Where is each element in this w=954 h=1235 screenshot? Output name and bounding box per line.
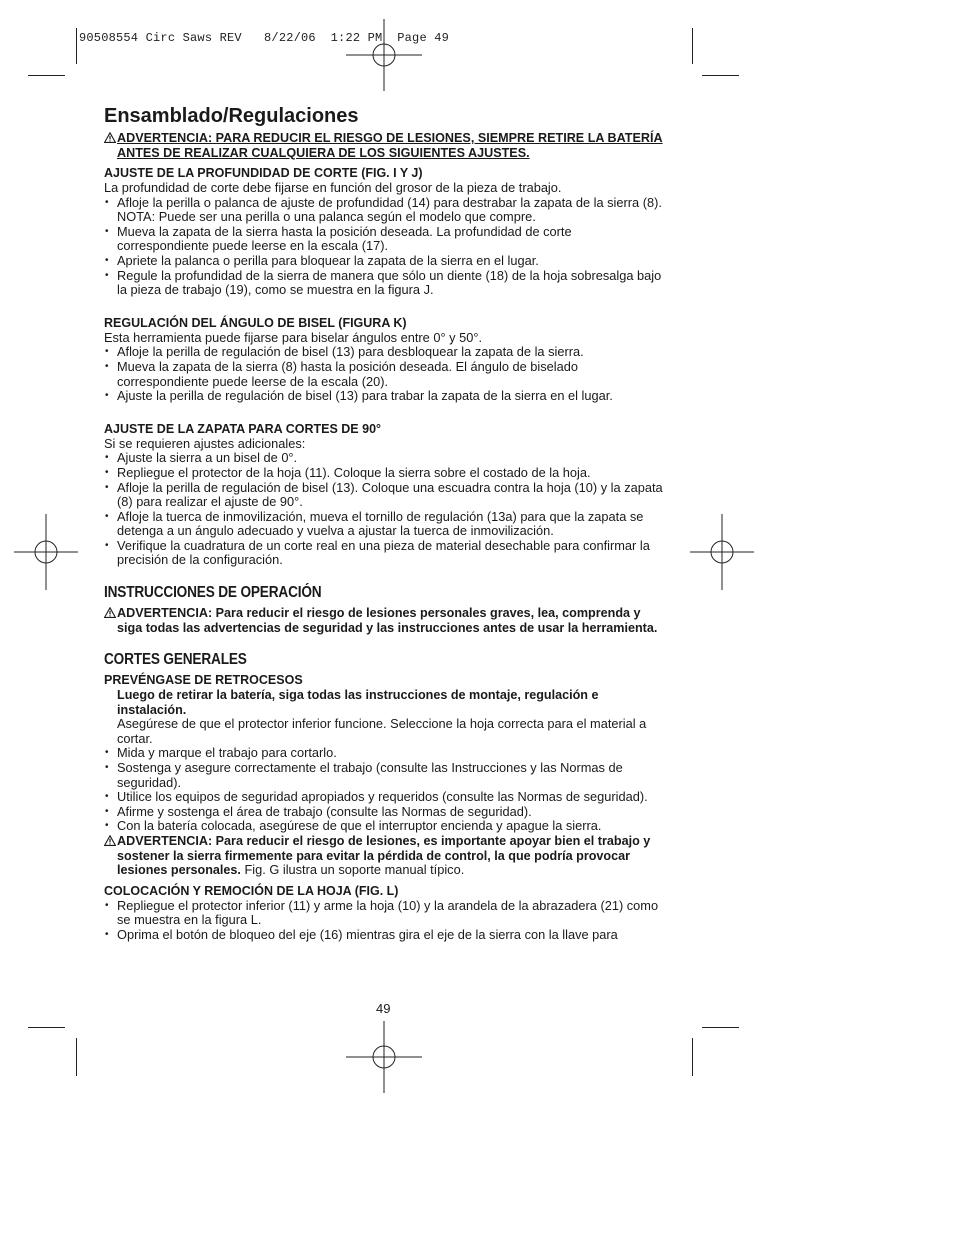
crop-mark bbox=[76, 28, 77, 64]
operation-heading: INSTRUCCIONES DE OPERACIÓN bbox=[104, 584, 322, 602]
support-warning bbox=[104, 834, 666, 878]
kickback-heading: PREVÉNGASE DE RETROCESOS bbox=[104, 673, 303, 688]
registration-mark-icon bbox=[690, 514, 754, 590]
list-item: • Oprima el botón de bloqueo del eje (16) mientras gira el eje de la sierra con la llave para bbox=[104, 928, 666, 943]
list-item: • Repliegue el protector de la hoja (11). Coloque la sierra sobre el costado de la hoja. bbox=[104, 466, 666, 481]
blade-heading: COLOCACIÓN Y REMOCIÓN DE LA HOJA (FIG. L) bbox=[104, 883, 399, 898]
crop-mark bbox=[28, 75, 65, 76]
page-number: 49 bbox=[376, 1001, 391, 1016]
list-item: • Afloje la perilla de regulación de bisel (13) para desbloquear la zapata de la sierra. bbox=[104, 345, 666, 360]
crop-mark bbox=[702, 75, 739, 76]
general-heading: CORTES GENERALES bbox=[104, 651, 247, 669]
printer-slug: 90508554 Circ Saws REV 8/22/06 1:22 PM Page 49 bbox=[79, 31, 450, 45]
warning-main-text: ADVERTENCIA: PARA REDUCIR EL RIESGO DE LESIONES, SIEMPRE RETIRE LA BATERÍA ANTES DE REALIZAR CUALQUIERA DE LOS SIGUIENTES AJUSTES. bbox=[117, 131, 663, 160]
bevel-heading: REGULACIÓN DEL ÁNGULO DE BISEL (FIGURA K) bbox=[104, 315, 407, 330]
kickback-para: Asegúrese de que el protector inferior funcione. Seleccione la hoja correcta para el material a cortar. bbox=[117, 716, 647, 746]
warning-triangle-icon bbox=[104, 132, 116, 143]
blade-list bbox=[104, 899, 666, 943]
registration-mark-icon bbox=[346, 19, 422, 91]
shoe-intro: Si se requieren ajustes adicionales: bbox=[104, 435, 306, 451]
bevel-list bbox=[104, 345, 666, 403]
depth-heading: AJUSTE DE LA PROFUNDIDAD DE CORTE (FIG. I Y J) bbox=[104, 166, 423, 180]
bevel-intro: Esta herramienta puede fijarse para biselar ángulos entre 0° y 50°. bbox=[104, 329, 483, 345]
operation-warning-text: ADVERTENCIA: Para reducir el riesgo de lesiones personales graves, lea, comprenda y siga todas las advertencias de seguridad y las instrucciones antes de usar la herramienta. bbox=[117, 606, 658, 635]
crop-mark bbox=[692, 28, 693, 64]
list-item: • Repliegue el protector inferior (11) y arme la hoja (10) y la arandela de la abrazadera (21) como se muestra en la figura L. bbox=[104, 899, 666, 928]
crop-mark bbox=[702, 1027, 739, 1028]
kickback-bold-para: Luego de retirar la batería, siga todas las instrucciones de montaje, regulación e instalación. bbox=[117, 688, 599, 717]
list-item: • Afirme y sostenga el área de trabajo (consulte las Normas de seguridad). bbox=[104, 805, 666, 820]
list-item: • Mueva la zapata de la sierra (8) hasta la posición deseada. El ángulo de biselado correspondiente puede leerse de la escala (20). bbox=[104, 360, 666, 389]
general-list bbox=[104, 746, 666, 834]
crop-mark bbox=[692, 1038, 693, 1076]
crop-mark bbox=[76, 1038, 77, 1076]
page-content bbox=[104, 104, 666, 942]
registration-mark-icon bbox=[346, 1021, 422, 1093]
list-item: • Con la batería colocada, asegúrese de que el interruptor encienda y apague la sierra. bbox=[104, 819, 666, 834]
list-item: • Mueva la zapata de la sierra hasta la posición deseada. La profundidad de corte correspondiente puede leerse en la escala (17). bbox=[104, 225, 666, 254]
shoe-list bbox=[104, 451, 666, 568]
shoe-heading: AJUSTE DE LA ZAPATA PARA CORTES DE 90° bbox=[104, 421, 382, 436]
list-item: • Ajuste la perilla de regulación de bisel (13) para trabar la zapata de la sierra en el lugar. bbox=[104, 389, 666, 404]
warning-triangle-icon bbox=[104, 835, 116, 846]
support-warning-tail: Fig. G ilustra un soporte manual típico. bbox=[240, 862, 465, 877]
page-title: Ensamblado/Regulaciones bbox=[104, 105, 359, 127]
registration-mark-icon bbox=[14, 514, 78, 590]
warning-triangle-icon bbox=[104, 607, 116, 618]
list-item: • Ajuste la sierra a un bisel de 0°. bbox=[104, 451, 666, 466]
support-warning-text: ADVERTENCIA: Para reducir el riesgo de lesiones, es importante apoyar bien el trabajo y sostener la sierra firmemente para evitar la pérdida de control, la que podría provocar lesiones personales. bbox=[117, 834, 651, 877]
list-item: • Mida y marque el trabajo para cortarlo. bbox=[104, 746, 666, 761]
list-item: • Sostenga y asegure correctamente el trabajo (consulte las Instrucciones y las Normas de seguridad). bbox=[104, 761, 666, 790]
depth-intro: La profundidad de corte debe fijarse en función del grosor de la pieza de trabajo. bbox=[104, 180, 562, 195]
list-item: • Utilice los equipos de seguridad apropiados y requeridos (consulte las Normas de seguridad). bbox=[104, 790, 666, 805]
list-item: • Regule la profundidad de la sierra de manera que sólo un diente (18) de la hoja sobresalga bajo la pieza de trabajo (19), como se muestra en la figura J. bbox=[104, 269, 666, 298]
list-item: • Afloje la perilla de regulación de bisel (13). Coloque una escuadra contra la hoja (10) y la zapata (8) para realizar el ajuste de 90°. bbox=[104, 481, 666, 510]
list-item: • Verifique la cuadratura de un corte real en una pieza de material desechable para confirmar la precisión de la configuración. bbox=[104, 539, 666, 568]
list-item: • Afloje la tuerca de inmovilización, mueva el tornillo de regulación (13a) para que la zapata se detenga a un ángulo adecuado y vuelva a ajustar la tuerca de inmovilización. bbox=[104, 510, 666, 539]
operation-warning bbox=[104, 606, 666, 635]
warning-main bbox=[104, 131, 666, 160]
depth-list bbox=[104, 196, 666, 298]
list-item: • Apriete la palanca o perilla para bloquear la zapata de la sierra en el lugar. bbox=[104, 254, 666, 269]
list-item: • Afloje la perilla o palanca de ajuste de profundidad (14) para destrabar la zapata de la sierra (8). NOTA: Puede ser una perilla o una palanca según el modelo que compre. bbox=[104, 196, 666, 225]
crop-mark bbox=[28, 1027, 65, 1028]
